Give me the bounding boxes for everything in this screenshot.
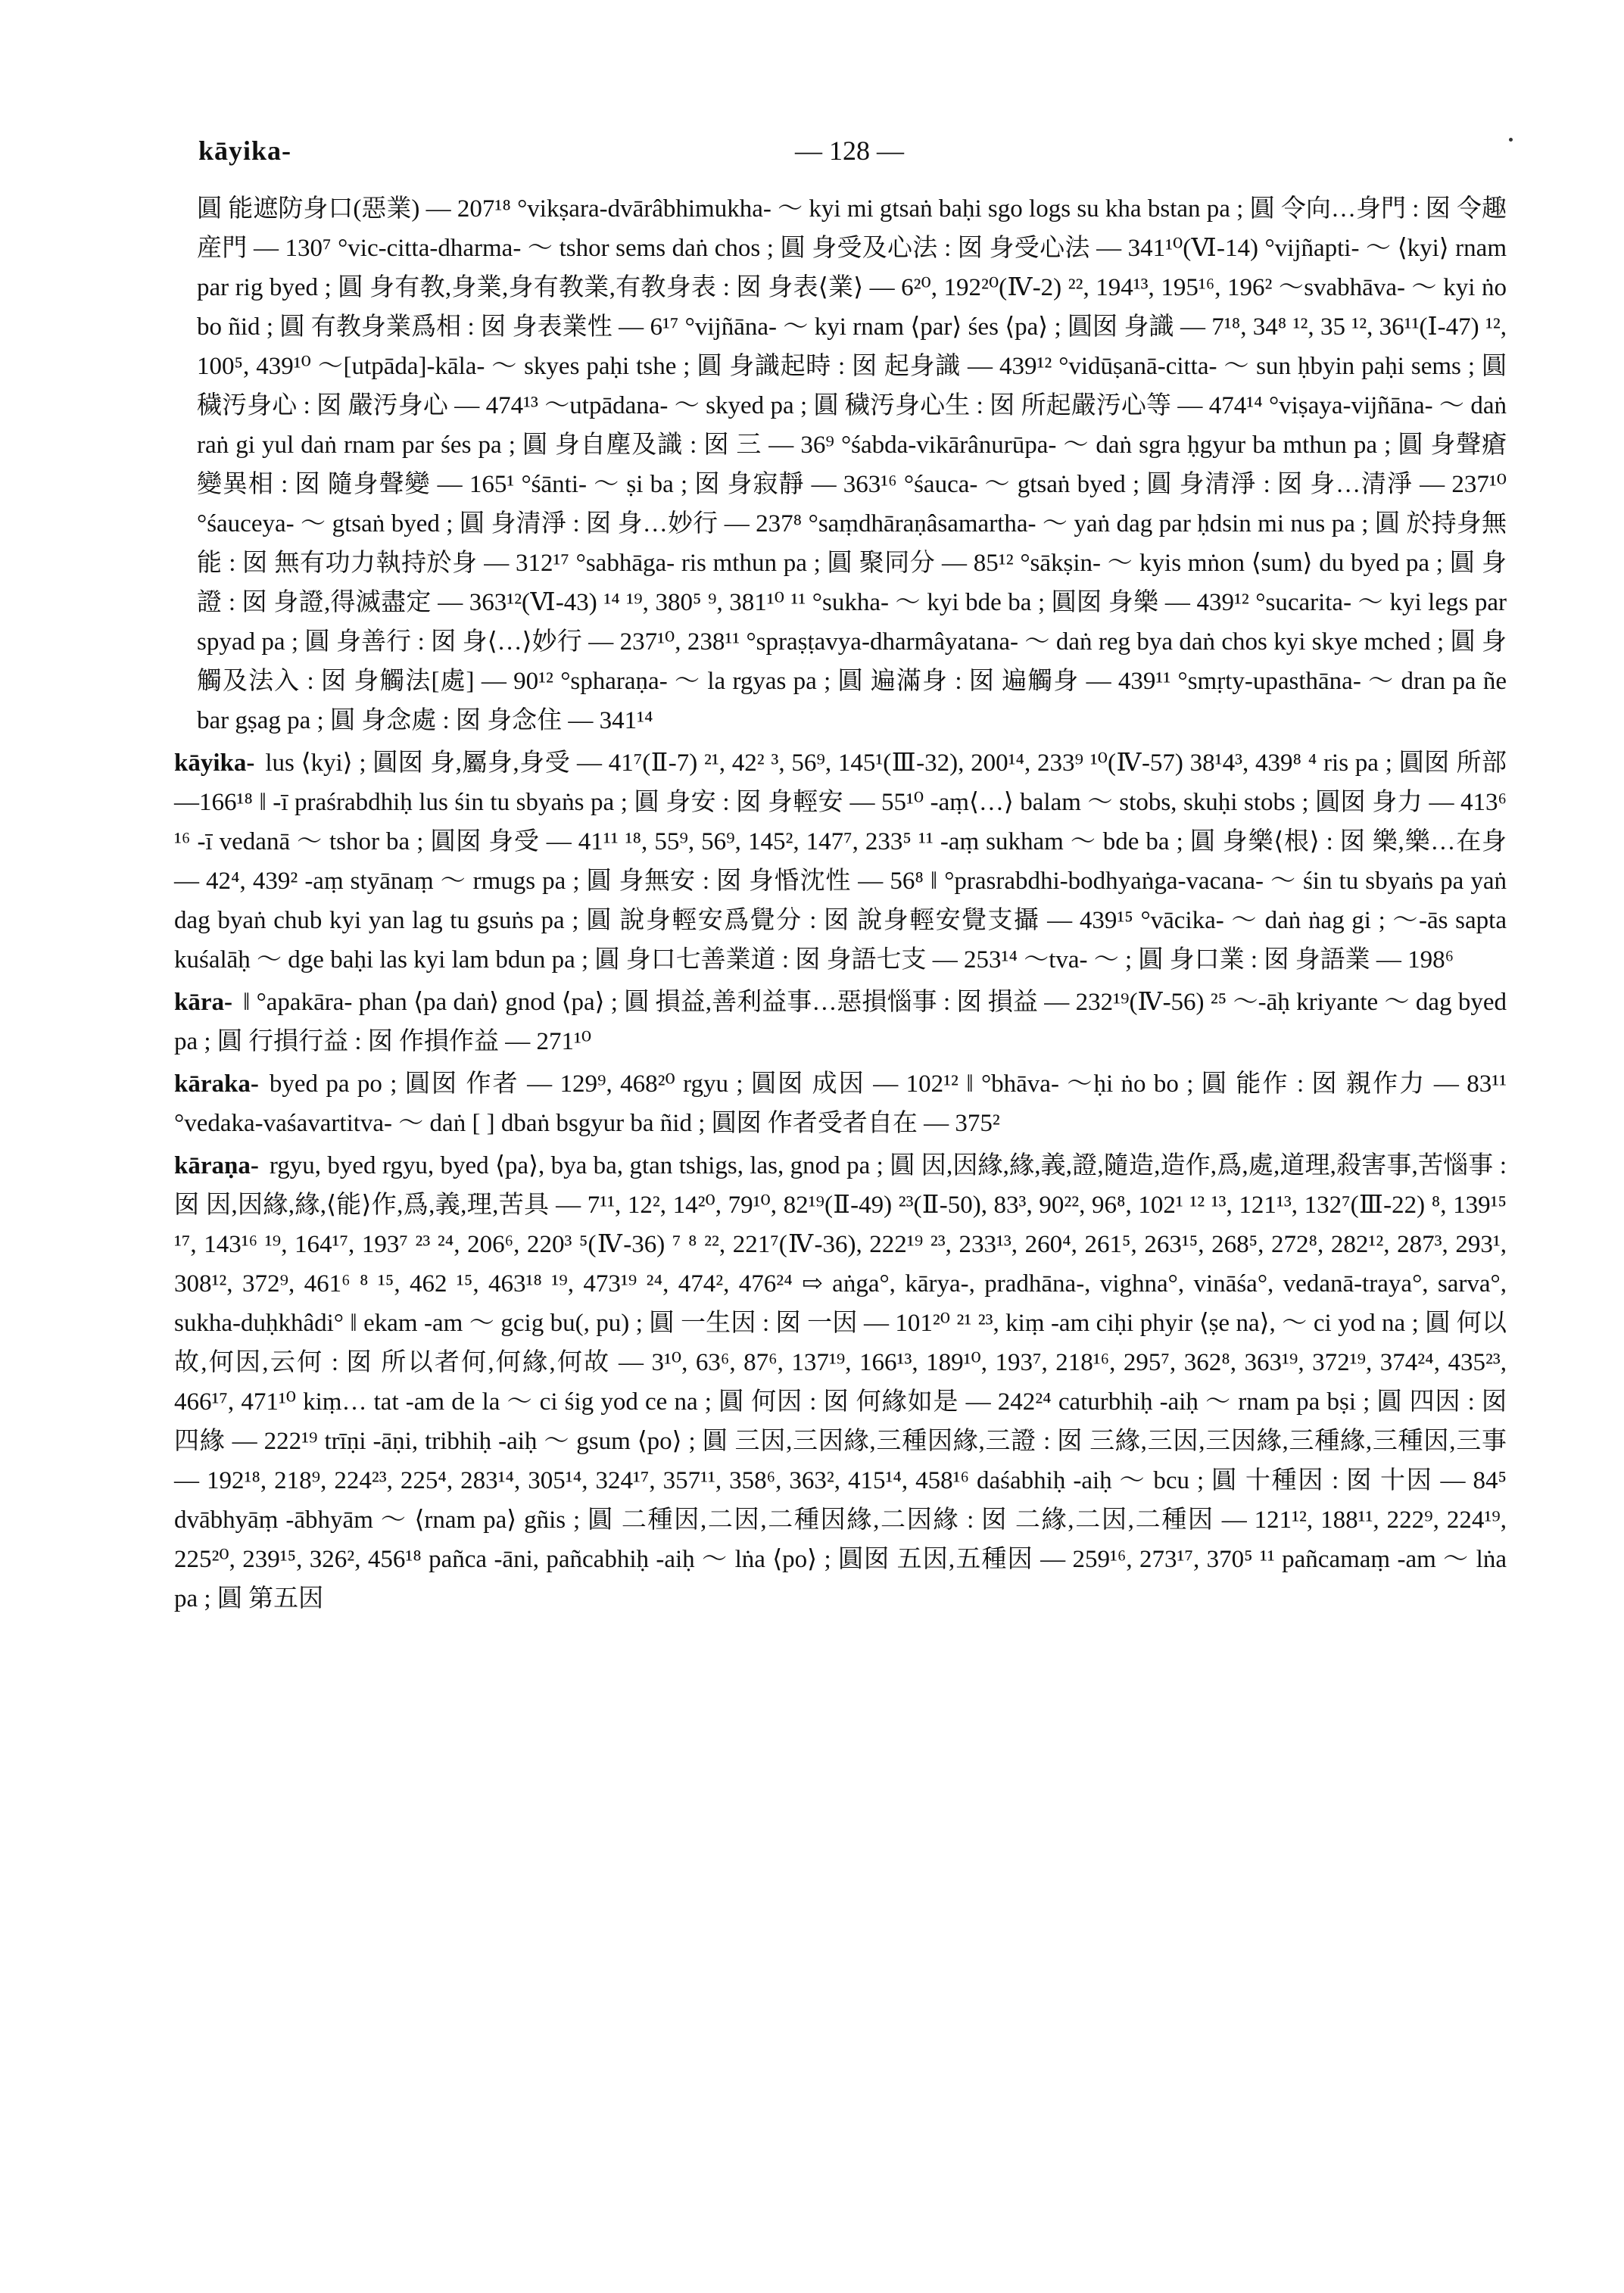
- entry-headword: kāraṇa-: [174, 1152, 259, 1179]
- entry-kara: [174, 983, 1507, 1061]
- running-head: kāyika-: [198, 136, 292, 166]
- entry-text: rgyu, byed rgyu, byed ⟨pa⟩, bya ba, gtan tshigs, las, gnod pa ; 圓 因,因緣,緣,義,證,隨造,造作,爲,處,道理,殺害事,苦惱事 : 囡 因,因緣,緣,⟨能⟩作,爲,義,理,苦具 — 7¹¹, 12², 14²⁰, 79¹⁰, 82¹⁹(Ⅱ-49) ²³(Ⅱ-50), 83³, 90²², 96⁸, 102¹ ¹² ¹³, 121¹³, 132⁷(Ⅲ-22) ⁸, 139¹⁵ ¹⁷, 143¹⁶ ¹⁹, 164¹⁷, 193⁷ ²³ ²⁴, 206⁶, 220³ ⁵(Ⅳ-36) ⁷ ⁸ ²², 221⁷(Ⅳ-36), 222¹⁹ ²³, 233¹³, 260⁴, 261⁵, 263¹⁵, 268⁵, 272⁸, 282¹², 287³, 293¹, 308¹², 372⁹, 461⁶ ⁸ ¹⁵, 462 ¹⁵, 463¹⁸ ¹⁹, 473¹⁹ ²⁴, 474², 476²⁴ ⇨ aṅga°, kārya-, pradhāna-, vighna°, vināśa°, vedanā-traya°, sarva°, sukha-duḥkhâdi° ‖ ekam -am ～ gcig bu(, pu) ; 圓 一生因 : 囡 一因 — 101²⁰ ²¹ ²³, kiṃ -am ciḥi phyir ⟨ṣe na⟩, ～ ci yod na ; 圓 何以故,何因,云何 : 囡 所以者何,何緣,何故 — 3¹⁰, 63⁶, 87⁶, 137¹⁹, 166¹³, 189¹⁰, 193⁷, 218¹⁶, 295⁷, 362⁸, 363¹⁹, 372¹⁹, 374²⁴, 435²³, 466¹⁷, 471¹⁰ kiṃ… tat -am de la ～ ci śig yod ce na ; 圓 何因 : 囡 何緣如是 — 242²⁴ caturbhiḥ -aiḥ ～ rnam pa bṣi ; 圓 四因 : 囡 四緣 — 222¹⁹ trīṇi -āṇi, tribhiḥ -aiḥ ～ gsum ⟨po⟩ ; 圓 三因,三因緣,三種因緣,三證 : 囡 三緣,三因,三因緣,三種緣,三種因,三事 — 192¹⁸, 218⁹, 224²³, 225⁴, 283¹⁴, 305¹⁴, 324¹⁷, 357¹¹, 358⁶, 363², 415¹⁴, 458¹⁶ daśabhiḥ -aiḥ ～ bcu ; 圓 十種因 : 囡 十因 — 84⁵ dvābhyāṃ -ābhyām ～ ⟨rnam pa⟩ gñis ; 圓 二種因,二因,二種因緣,二因緣 : 囡 二緣,二因,二種因 — 121¹², 188¹¹, 222⁹, 224¹⁹, 225²⁰, 239¹⁵, 326², 456¹⁸ pañca -āni, pañcabhiḥ -aiḥ ～ lṅa ⟨po⟩ ; 圓囡 五因,五種因 — 259¹⁶, 273¹⁷, 370⁵ ¹¹ pañcamaṃ -am ～ lṅa pa ; 圓 第五因: [174, 1152, 1507, 1612]
- entry-text: lus ⟨kyi⟩ ; 圓囡 身,屬身,身受 — 41⁷(Ⅱ-7) ²¹, 42² ³, 56⁹, 145¹(Ⅲ-32), 200¹⁴, 233⁹ ¹⁰(Ⅳ-57) 38¹4³, 439⁸ ⁴ ris pa ; 圓囡 所部 —166¹⁸ ‖ -ī praśrabdhiḥ lus śin tu sbyaṅs pa ; 圓 身安 : 囡 身輕安 — 55¹⁰ -aṃ⟨…⟩ balam ～ stobs, skuḥi stobs ; 圓囡 身力 — 413⁶ ¹⁶ -ī vedanā ～ tshor ba ; 圓囡 身受 — 41¹¹ ¹⁸, 55⁹, 56⁹, 145², 147⁷, 233⁵ ¹¹ -aṃ sukham ～ bde ba ; 圓 身樂⟨根⟩ : 囡 樂,樂…在身 — 42⁴, 439² -aṃ styānaṃ ～ rmugs pa ; 圓 身無安 : 囡 身惛沈性 — 56⁸ ‖ °prasrabdhi-bodhyaṅga-vacana- ～ śin tu sbyaṅs pa yaṅ dag byaṅ chub kyi yan lag tu gsuṅs pa ; 圓 說身輕安爲覺分 : 囡 說身輕安覺支攝 — 439¹⁵ °vācika- ～ daṅ ṅag gi ; ～-ās sapta kuśalāḥ ～ dge baḥi las kyi lam bdun pa ; 圓 身口七善業道 : 囡 身語七支 — 253¹⁴ ～tva- ～ ; 圓 身口業 : 囡 身語業 — 198⁶: [174, 749, 1507, 974]
- entry-headword: kāra-: [174, 989, 232, 1016]
- entry-kayika: [174, 743, 1507, 980]
- entry-karaka: [174, 1064, 1507, 1143]
- entry-headword: kāyika-: [174, 749, 255, 777]
- entry-text: ‖ °apakāra- phan ⟨pa daṅ⟩ gnod ⟨pa⟩ ; 圓 損益,善利益事…惡損惱事 : 囡 損益 — 232¹⁹(Ⅳ-56) ²⁵ ～-āḥ kriyante ～ dag byed pa ; 圓 行損行益 : 囡 作損作益 — 271¹⁰: [174, 989, 1507, 1055]
- entry-headword: kāraka-: [174, 1070, 259, 1098]
- entry-karana: [174, 1146, 1507, 1618]
- dictionary-body: [174, 189, 1507, 1622]
- entry-text: byed pa po ; 圓囡 作者 — 129⁹, 468²⁰ rgyu ; 圓囡 成因 — 102¹² ‖ °bhāva- ～ḥi ṅo bo ; 圓 能作 : 囡 親作力 — 83¹¹ °vedaka-vaśavartitva- ～ daṅ [ ] dbaṅ bsgyur ba ñid ; 圓囡 作者受者自在 — 375²: [174, 1070, 1507, 1137]
- page-number: — 128 —: [795, 136, 904, 166]
- entry-text: 圓 能遮防身口(惡業) — 207¹⁸ °vikṣara-dvārâbhimukha- ～ kyi mi gtsaṅ baḥi sgo logs su kha bstan pa ; 圓 令向…身門 : 囡 令趣産門 — 130⁷ °vic-citta-dharma- ～ tshor sems daṅ chos ; 圓 身受及心法 : 囡 身受心法 — 341¹⁰(Ⅵ-14) °vijñapti- ～ ⟨kyi⟩ rnam par rig byed ; 圓 身有教,身業,身有教業,有教身表 : 囡 身表⟨業⟩ — 6²⁰, 192²⁰(Ⅳ-2) ²², 194¹³, 195¹⁶, 196² ～svabhāva- ～ kyi ṅo bo ñid ; 圓 有教身業爲相 : 囡 身表業性 — 6¹⁷ °vijñāna- ～ kyi rnam ⟨par⟩ śes ⟨pa⟩ ; 圓囡 身識 — 7¹⁸, 34⁸ ¹², 35 ¹², 36¹¹(Ⅰ-47) ¹², 100⁵, 439¹⁰ ～[utpāda]-kāla- ～ skyes paḥi tshe ; 圓 身識起時 : 囡 起身識 — 439¹² °vidūṣanā-citta- ～ sun ḥbyin paḥi sems ; 圓 穢汚身心 : 囡 嚴汚身心 — 474¹³ ～utpādana- ～ skyed pa ; 圓 穢汚身心生 : 囡 所起嚴汚心等 — 474¹⁴ °viṣaya-vijñāna- ～ daṅ raṅ gi yul daṅ rnam par śes pa ; 圓 身自塵及識 : 囡 三 — 36⁹ °śabda-vikārânurūpa- ～ daṅ sgra ḥgyur ba mthun pa ; 圓 身聲瘡變異相 : 囡 隨身聲變 — 165¹ °śānti- ～ ṣi ba ; 囡 身寂靜 — 363¹⁶ °śauca- ～ gtsaṅ byed ; 圓 身清淨 : 囡 身…清淨 — 237¹⁰ °śauceya- ～ gtsaṅ byed ; 圓 身清淨 : 囡 身…妙行 — 237⁸ °saṃdhāraṇâsamartha- ～ yaṅ dag par ḥdsin mi nus pa ; 圓 於持身無能 : 囡 無有功力執持於身 — 312¹⁷ °sabhāga- ris mthun pa ; 圓 聚同分 — 85¹² °sākṣin- ～ kyis mṅon ⟨sum⟩ du byed pa ; 圓 身證 : 囡 身證,得滅盡定 — 363¹²(Ⅵ-43) ¹⁴ ¹⁹, 380⁵ ⁹, 381¹⁰ ¹¹ °sukha- ～ kyi bde ba ; 圓囡 身樂 — 439¹² °sucarita- ～ kyi legs par spyad pa ; 圓 身善行 : 囡 身⟨…⟩妙行 — 237¹⁰, 238¹¹ °spraṣṭavya-dharmâyatana- ～ daṅ reg bya daṅ chos kyi skye mched ; 圓 身觸及法入 : 囡 身觸法[處] — 90¹² °spharaṇa- ～ la rgyas pa ; 圓 遍滿身 : 囡 遍觸身 — 439¹¹ °smṛty-upasthāna- ～ dran pa ñe bar gṣag pa ; 圓 身念處 : 囡 身念住 — 341¹⁴: [197, 195, 1507, 734]
- entry-continuation: [174, 189, 1507, 740]
- corner-mark: [1509, 138, 1513, 142]
